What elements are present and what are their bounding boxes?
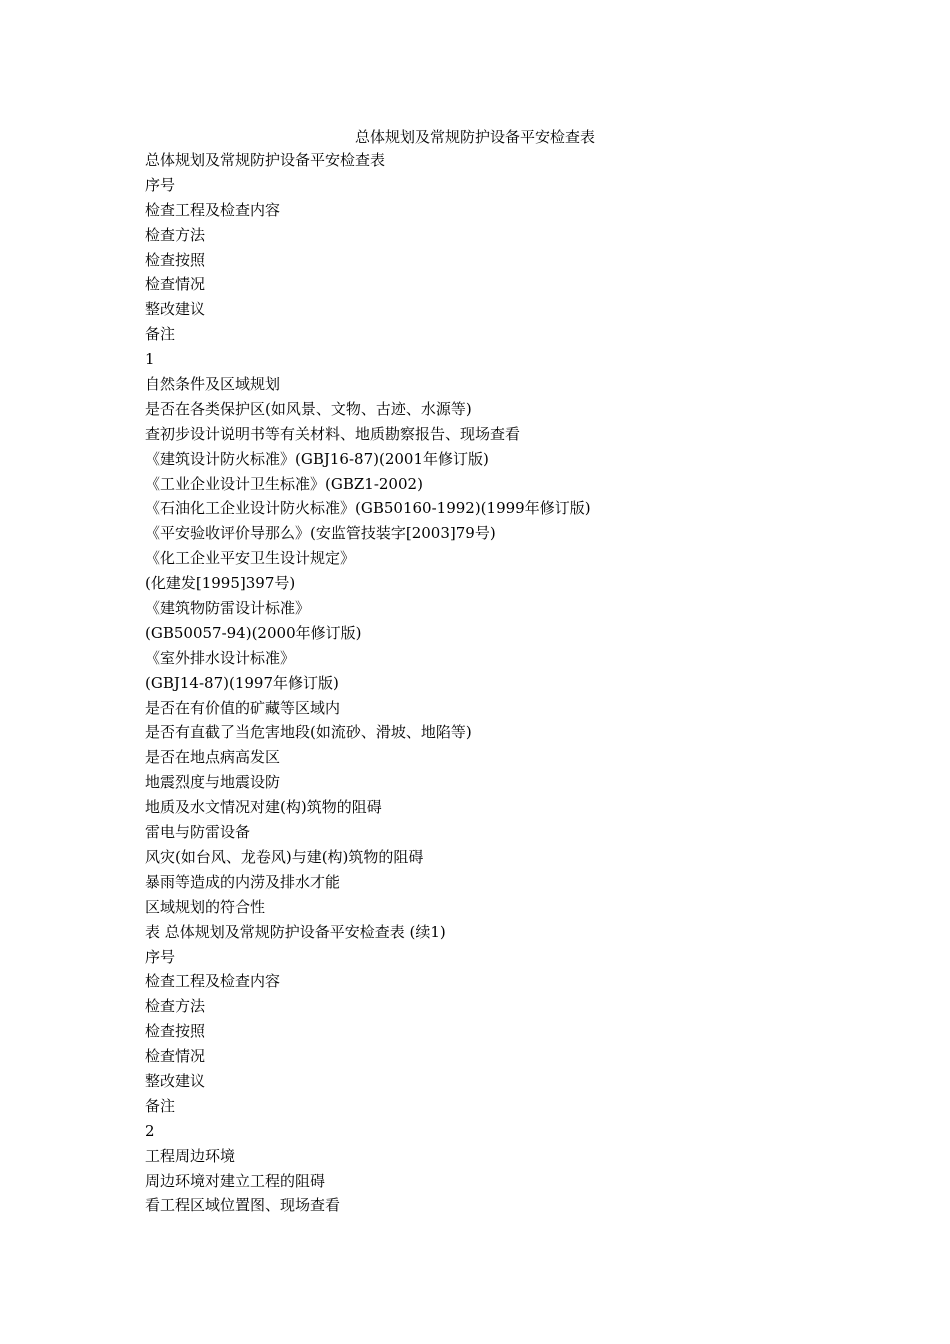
text-line: 《石油化工企业设计防火标准》(GB50160-1992)(1999年修订版) [145, 499, 591, 518]
document-title: 总体规划及常规防护设备平安检查表 [354, 128, 595, 146]
text-line: 看工程区域位置图、现场查看 [145, 1196, 341, 1215]
document-body [145, 148, 845, 1218]
text-line: 风灾(如台风、龙卷风)与建(构)筑物的阻碍 [145, 847, 424, 866]
text-line: 《室外排水设计标准》 [145, 648, 296, 667]
text-line: 《化工企业平安卫生设计规定》 [145, 549, 356, 568]
text-line: 暴雨等造成的内涝及排水才能 [145, 872, 341, 891]
text-line: 工程周边环境 [145, 1146, 236, 1165]
text-line: 总体规划及常规防护设备平安检查表 [145, 151, 386, 169]
text-line: 检查方法 [145, 225, 206, 244]
text-line: 查初步设计说明书等有关材料、地质勘察报告、现场查看 [145, 424, 521, 443]
text-line: 检查按照 [145, 250, 206, 269]
text-line: 《工业企业设计卫生标准》(GBZ1-2002) [145, 474, 423, 493]
text-line: 雷电与防雷设备 [145, 823, 251, 842]
text-line: 1 [145, 350, 155, 369]
text-line: (GBJ14-87)(1997年修订版) [145, 673, 339, 692]
text-line: 区域规划的符合性 [145, 897, 266, 916]
text-line: 检查方法 [145, 997, 206, 1016]
text-line: 检查工程及检查内容 [145, 972, 281, 991]
text-line: 自然条件及区域规划 [145, 375, 281, 394]
text-line: 地震烈度与地震设防 [145, 773, 281, 792]
text-line: 备注 [145, 1096, 176, 1115]
text-line: (化建发[1995]397号) [145, 574, 296, 593]
text-line: 检查情况 [145, 275, 206, 294]
text-line: (GB50057-94)(2000年修订版) [145, 623, 362, 642]
text-line: 检查情况 [145, 1047, 206, 1066]
text-line: 是否在各类保护区(如风景、文物、古迹、水源等) [145, 399, 472, 418]
text-line: 《平安验收评价导那么》(安监管技装字[2003]79号) [145, 524, 496, 543]
text-line: 备注 [145, 325, 176, 344]
text-line: 《建筑物防雷设计标准》 [145, 599, 311, 618]
text-line: 周边环境对建立工程的阻碍 [145, 1171, 326, 1190]
text-line: 检查工程及检查内容 [145, 200, 281, 219]
text-line: 《建筑设计防火标准》(GBJ16-87)(2001年修订版) [145, 449, 489, 468]
text-line: 是否在地点病高发区 [145, 748, 281, 767]
text-line: 是否有直截了当危害地段(如流砂、滑坡、地陷等) [145, 723, 472, 742]
text-line: 地质及水文情况对建(构)筑物的阻碍 [145, 798, 382, 817]
text-line: 检查按照 [145, 1022, 206, 1041]
text-line: 整改建议 [145, 300, 206, 319]
text-line: 序号 [145, 175, 176, 194]
text-line: 2 [145, 1121, 155, 1140]
text-line: 序号 [145, 947, 176, 966]
text-line: 整改建议 [145, 1071, 206, 1090]
text-line: 是否在有价值的矿藏等区域内 [145, 698, 341, 717]
text-line: 表 总体规划及常规防护设备平安检查表 (续1) [145, 922, 446, 941]
